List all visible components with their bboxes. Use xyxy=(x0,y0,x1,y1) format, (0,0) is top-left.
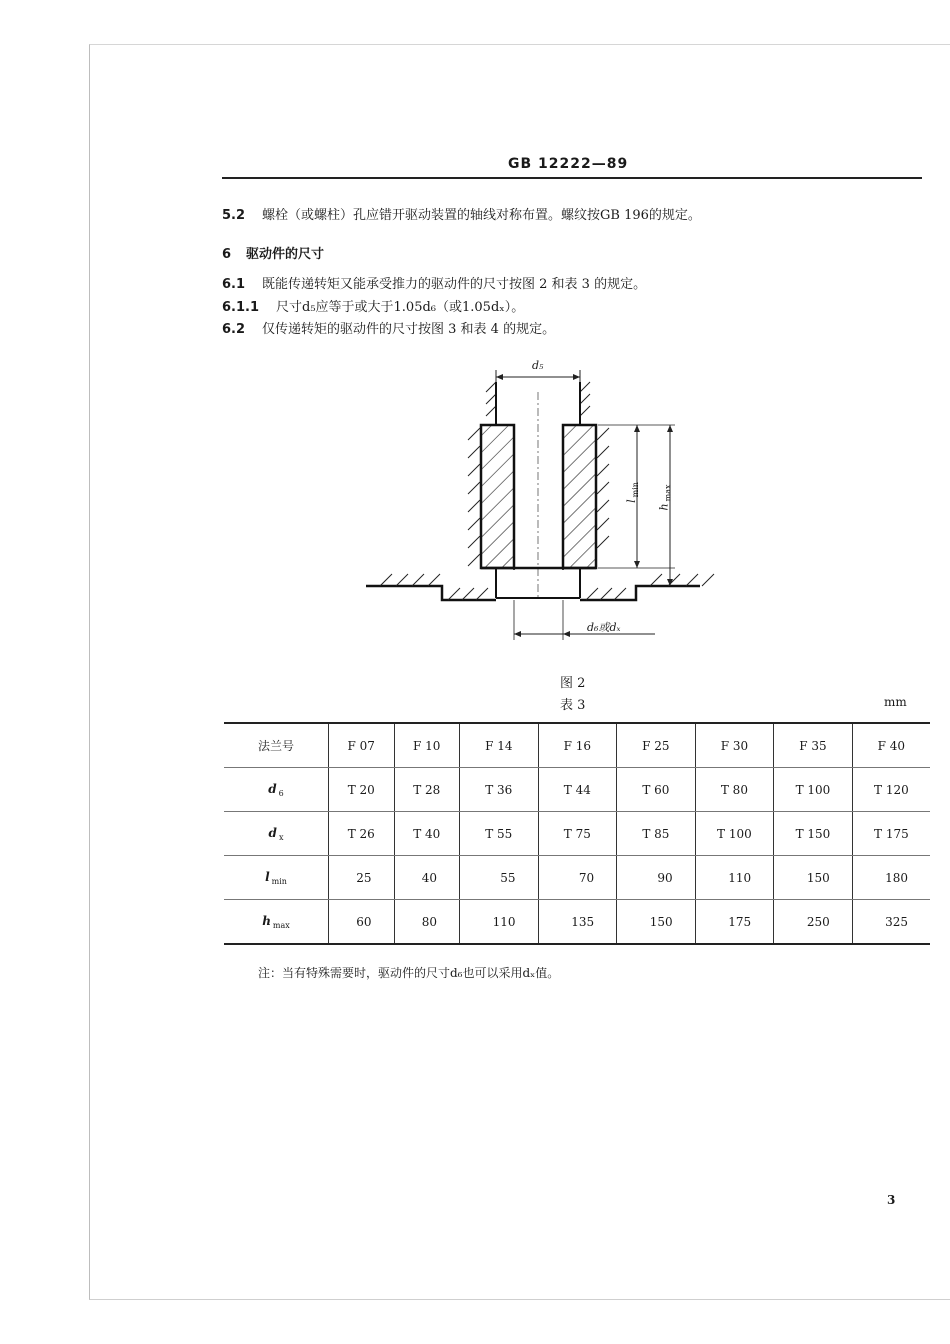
table-cell: T 150 xyxy=(774,812,853,856)
clause-text: 尺寸d₅应等于或大于1.05d₆（或1.05dₓ）。 xyxy=(276,300,525,315)
header-cell: F 10 xyxy=(394,723,460,768)
row-label xyxy=(224,812,329,856)
header-cell: F 25 xyxy=(617,723,696,768)
label-d6-or-dx: d₆或dₓ xyxy=(587,621,621,634)
table-row xyxy=(224,768,930,812)
paragraph-6-1-1 xyxy=(222,296,524,315)
header-cell: F 35 xyxy=(774,723,853,768)
label-hmax-sub: max xyxy=(663,484,673,502)
table-cell: 55 xyxy=(460,856,539,900)
header-cell: F 40 xyxy=(852,723,930,768)
table-cell: 180 xyxy=(852,856,930,900)
table-cell: 135 xyxy=(538,900,617,945)
table-cell: T 100 xyxy=(774,768,853,812)
table-cell: T 175 xyxy=(852,812,930,856)
page-number: 3 xyxy=(887,1193,896,1207)
label-lmin-main: l xyxy=(624,499,638,503)
section-number: 6 xyxy=(222,247,232,262)
header-cell: F 14 xyxy=(460,723,539,768)
table-cell: T 120 xyxy=(852,768,930,812)
table-3 xyxy=(224,722,930,945)
table-cell: T 20 xyxy=(329,768,395,812)
table-cell: T 44 xyxy=(538,768,617,812)
figure-2-drawing xyxy=(360,355,730,645)
table-row xyxy=(224,812,930,856)
header-cell: F 30 xyxy=(695,723,774,768)
paragraph-5-2 xyxy=(222,204,701,223)
table-cell: T 28 xyxy=(394,768,460,812)
row-label xyxy=(224,856,329,900)
paragraph-6-1 xyxy=(222,273,646,292)
standard-code: GB 12222—89 xyxy=(508,156,629,172)
table-note: 注：当有特殊需要时，驱动件的尺寸d₆也可以采用dₓ值。 xyxy=(258,966,560,980)
table-row xyxy=(224,900,930,945)
table-cell: T 55 xyxy=(460,812,539,856)
table-cell: 250 xyxy=(774,900,853,945)
paragraph-6-2 xyxy=(222,318,555,337)
table-cell: 175 xyxy=(695,900,774,945)
clause-text: 螺栓（或螺柱）孔应错开驱动装置的轴线对称布置。螺纹按GB 196的规定。 xyxy=(262,208,701,223)
table-cell: 90 xyxy=(617,856,696,900)
row-label-symbol: d xyxy=(268,781,277,796)
label-hmax xyxy=(657,485,672,511)
clause-number: 6.1.1 xyxy=(222,300,260,315)
clause-text: 既能传递转矩又能承受推力的驱动件的尺寸按图 2 和表 3 的规定。 xyxy=(262,277,647,292)
table-cell: T 75 xyxy=(538,812,617,856)
table-row xyxy=(224,856,930,900)
row-label xyxy=(224,900,329,945)
section-heading-6 xyxy=(222,243,324,262)
label-lmin xyxy=(625,482,640,503)
table-cell: 110 xyxy=(695,856,774,900)
table-cell: 110 xyxy=(460,900,539,945)
table-cell: 40 xyxy=(394,856,460,900)
table-cell: T 26 xyxy=(329,812,395,856)
label-d5: d₅ xyxy=(532,359,544,372)
clause-number: 5.2 xyxy=(222,208,246,223)
row-label-symbol: l xyxy=(265,869,270,884)
table-caption: 表 3 xyxy=(560,698,586,713)
table-cell: 325 xyxy=(852,900,930,945)
section-title: 驱动件的尺寸 xyxy=(246,247,325,262)
row-label-symbol: h xyxy=(262,913,271,928)
label-hmax-main: h xyxy=(657,503,671,511)
header-cell: F 07 xyxy=(329,723,395,768)
clause-number: 6.2 xyxy=(222,322,246,337)
table-cell: 70 xyxy=(538,856,617,900)
table-cell: T 60 xyxy=(617,768,696,812)
table-cell: T 40 xyxy=(394,812,460,856)
table-cell: T 36 xyxy=(460,768,539,812)
row-label-sub: max xyxy=(272,920,290,930)
clause-text: 仅传递转矩的驱动件的尺寸按图 3 和表 4 的规定。 xyxy=(262,322,556,337)
table-cell: 25 xyxy=(329,856,395,900)
table-cell: 80 xyxy=(394,900,460,945)
row-label-sub: 6 xyxy=(278,788,284,798)
row-label-sub: min xyxy=(271,876,287,886)
figure-caption: 图 2 xyxy=(560,676,586,691)
clause-number: 6.1 xyxy=(222,277,246,292)
row-label-symbol: d xyxy=(268,825,277,840)
table-cell: 60 xyxy=(329,900,395,945)
table-unit: mm xyxy=(884,695,907,709)
table-cell: T 80 xyxy=(695,768,774,812)
table-cell: T 100 xyxy=(695,812,774,856)
page-frame xyxy=(89,44,950,1300)
label-lmin-sub: min xyxy=(630,482,640,498)
table-header-row xyxy=(224,723,930,768)
header-label: 法兰号 xyxy=(224,723,329,768)
table-cell: T 85 xyxy=(617,812,696,856)
header-cell: F 16 xyxy=(538,723,617,768)
table-cell: 150 xyxy=(774,856,853,900)
row-label-sub: x xyxy=(278,832,284,842)
header-rule xyxy=(222,177,922,179)
row-label xyxy=(224,768,329,812)
table-cell: 150 xyxy=(617,900,696,945)
